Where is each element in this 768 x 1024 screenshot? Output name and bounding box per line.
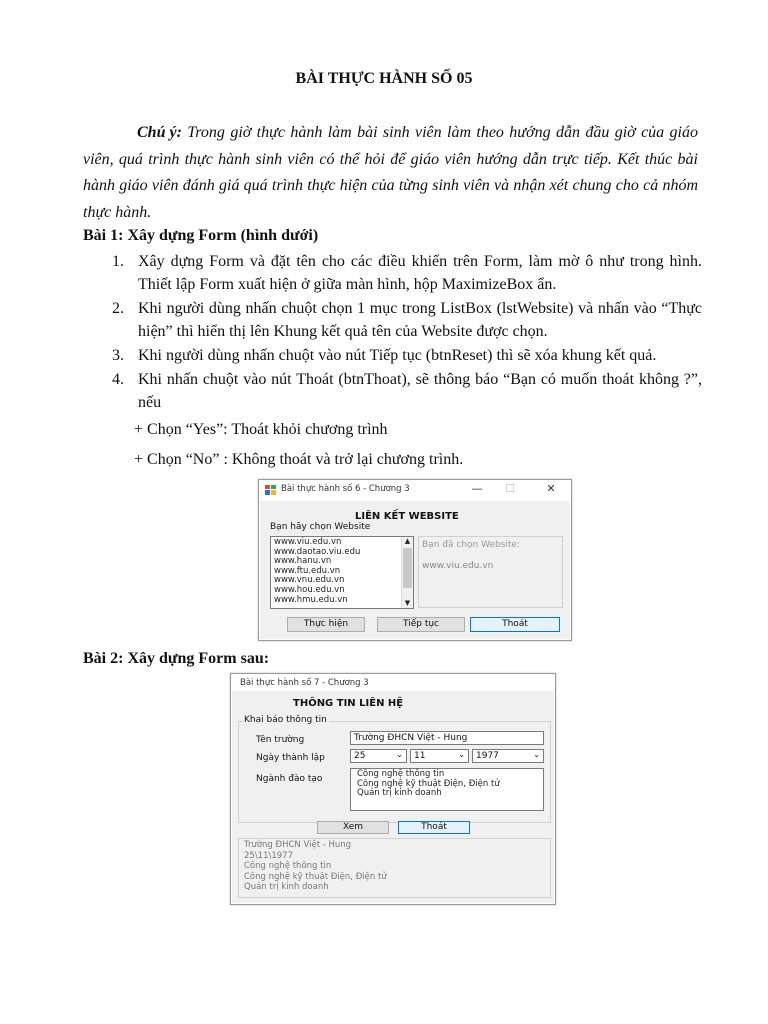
website-option[interactable]: www.hanu.vn [274,556,332,567]
output-line: Công nghệ kỹ thuật Điện, Điện tử [244,871,387,882]
result-label: Bạn đã chọn Website: [422,540,520,550]
ngay-label: Ngày thành lập [256,753,325,763]
note-lead: Chú ý: [137,124,182,141]
item-text: Khi người dùng nhấn chuột vào nút Tiếp tục (btnReset) thì sẽ xóa khung kết quả. [138,347,657,364]
nganh-line: Công nghệ thông tin [357,769,445,779]
output-line: 25\11\1977 [244,850,293,861]
nganh-line: Quản trị kinh doanh [357,788,442,798]
form6-title: Bài thực hành số 6 - Chương 3 [281,484,410,494]
item-number: 3. [112,347,124,364]
xem-button[interactable]: Xem [317,821,389,834]
output-line: Công nghệ thông tin [244,861,332,871]
form6-window [258,479,572,641]
year-select[interactable] [472,749,544,763]
minimize-icon[interactable]: — [471,482,483,495]
month-select[interactable] [410,749,469,763]
chevron-down-icon: ⌄ [533,750,540,759]
day-select[interactable] [350,749,407,763]
note-paragraph [83,120,698,226]
form7-header: THÔNG TIN LIÊN HỆ [293,698,404,709]
website-listbox[interactable] [270,536,414,609]
maximize-icon: ☐ [505,482,515,495]
bai1-heading: Bài 1: Xây dựng Form (hình dưới) [83,227,319,244]
nganh-label: Ngành đào tạo [256,774,323,784]
ten-truong-value: Trường ĐHCN Việt - Hung [354,733,468,743]
bai2-heading: Bài 2: Xây dựng Form sau: [83,650,270,667]
form6-header: LIÊN KẾT WEBSITE [355,511,459,522]
website-option[interactable]: www.daotao.viu.edu [274,546,361,557]
thoat-button[interactable]: Thoát [398,821,470,834]
sub-option-no: + Chọn “No” : Không thoát và trở lại chương trình. [134,451,464,468]
group-title: Khai báo thông tin [244,715,327,725]
note-text: Trong giờ thực hành làm bài sinh viên làm theo hướng dẫn đầu giờ của giáo viên, quá trình thực hành sinh viên có thể hỏi để giáo viên hướng dẫn trực tiếp. Kết thúc bài hành giáo viên đánh giá quá trình thực hiện của từng sinh viên và nhận xét chung cho cả nhóm thực hành. [83,124,698,221]
thoat-button[interactable]: Thoát [470,617,560,632]
website-option[interactable]: www.ftu.edu.vn [274,565,341,576]
form6-titlebar [259,480,571,500]
form7-body [232,691,554,903]
app-icon [265,485,276,495]
form7-title: Bài thực hành số 7 - Chương 3 [240,678,369,688]
output-panel [238,838,551,898]
form6-body [260,501,570,639]
month-value: 11 [414,751,426,761]
sub-option-yes: + Chọn “Yes”: Thoát khỏi chương trình [134,421,388,438]
website-option[interactable]: www.hou.edu.vn [274,584,345,595]
output-line: Quản trị kinh doanh [244,882,329,892]
website-prompt: Bạn hãy chọn Website [270,522,371,532]
scroll-down-icon[interactable]: ▼ [404,599,411,607]
list-item [112,250,702,296]
day-value: 25 [354,751,366,761]
page-title: BÀI THỰC HÀNH SỐ 05 [295,70,473,87]
ten-truong-input[interactable] [350,731,544,745]
website-option[interactable]: www.vnu.edu.vn [274,575,345,586]
item-number: 1. [112,253,124,270]
nganh-line: Công nghệ kỹ thuật Điện, Điện tử [357,778,500,789]
item-text: Xây dựng Form và đặt tên cho các điều khiển trên Form, làm mờ ô như trong hình. Thiết lập Form xuất hiện ở giữa màn hình, hộp MaximizeBox ẩn. [138,253,702,293]
ten-truong-label: Tên trường [256,735,305,745]
close-icon[interactable]: ✕ [546,482,556,495]
chevron-down-icon: ⌄ [396,750,403,759]
scroll-thumb[interactable] [403,548,412,588]
list-item [112,344,702,367]
list-item [112,297,702,343]
output-line: Trường ĐHCN Việt - Hung [244,840,352,850]
form7-window [230,673,556,905]
item-number: 4. [112,371,124,388]
nganh-textbox[interactable] [350,768,544,811]
website-option[interactable]: www.hmu.edu.vn [274,594,348,605]
listbox-scrollbar[interactable] [401,537,413,608]
item-text: Khi người dùng nhấn chuột chọn 1 mục trong ListBox (lstWebsite) và nhấn vào “Thực hiện” thì hiển thị lên Khung kết quả tên của Website được chọn. [138,300,702,340]
website-option[interactable]: www.viu.edu.vn [274,537,342,547]
result-value: www.viu.edu.vn [422,561,494,571]
thuchien-button[interactable]: Thực hiện [287,617,365,632]
item-number: 2. [112,300,124,317]
year-value: 1977 [476,751,499,761]
item-text: Khi nhấn chuột vào nút Thoát (btnThoat), sẽ thông báo “Bạn có muốn thoát không ?”, nếu [138,371,702,411]
scroll-up-icon[interactable]: ▲ [404,537,411,545]
form7-titlebar [231,674,555,690]
tieptuc-button[interactable]: Tiếp tục [377,617,465,632]
list-item [112,368,702,414]
result-panel [418,536,563,608]
chevron-down-icon: ⌄ [458,750,465,759]
